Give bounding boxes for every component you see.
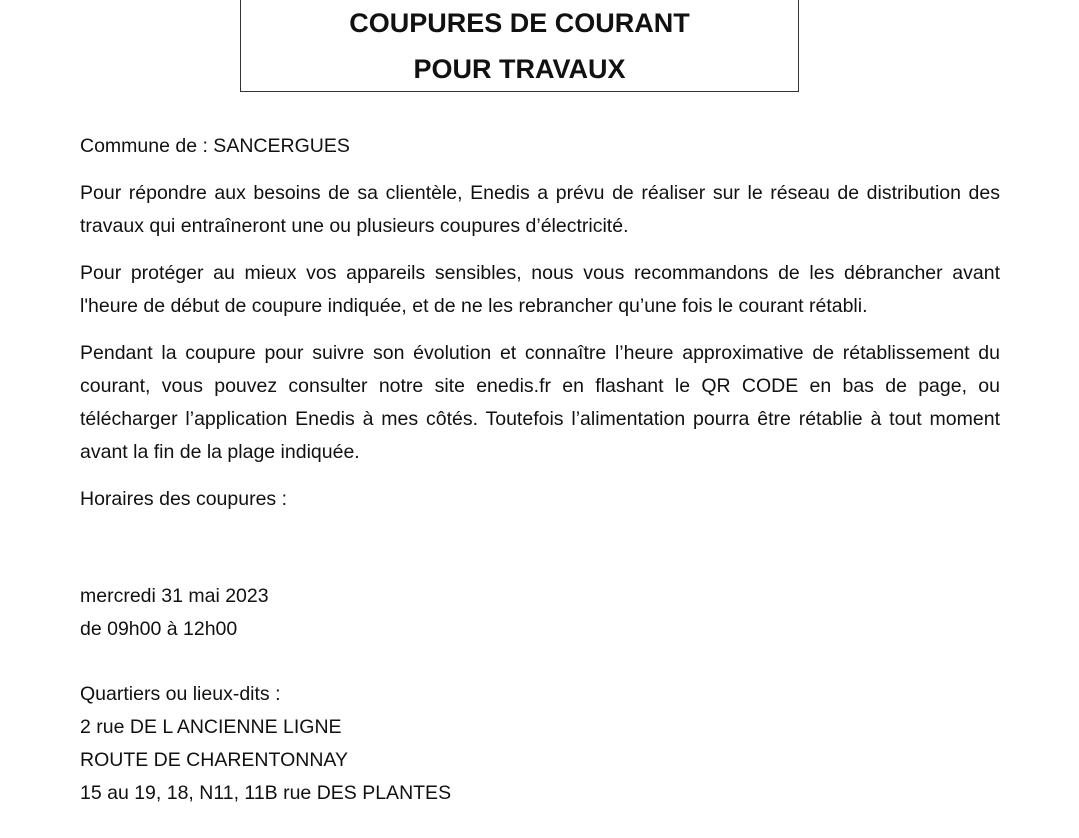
location-item: 15 au 19, 18, N11, 11B rue DES PLANTES bbox=[80, 782, 452, 804]
schedule-block bbox=[80, 580, 269, 646]
location-item: ROUTE DE CHARENTONNAY bbox=[80, 749, 348, 771]
schedule-label: Horaires des coupures : bbox=[80, 488, 288, 510]
commune-line: Commune de : SANCERGUES bbox=[80, 135, 350, 157]
paragraph-tracking: Pendant la coupure pour suivre son évolution et connaître l’heure approximative de rétablissement du courant, vous pouvez consulter notre site enedis.fr en flashant le QR CODE en bas de page, ou télécharger l’application Enedis à mes côtés. Toutefois l’alimentation pourra être rétablie à tout moment avant la fin de la plage indiquée. bbox=[80, 342, 1000, 463]
paragraph-devices: Pour protéger au mieux vos appareils sensibles, nous vous recommandons de les débrancher avant l'heure de début de coupure indiquée, et de ne les rebrancher qu’une fois le courant rétabli. bbox=[80, 262, 1000, 317]
locations-block bbox=[80, 678, 451, 810]
location-item: 2 rue DE L ANCIENNE LIGNE bbox=[80, 716, 342, 738]
document-body bbox=[80, 130, 1000, 530]
paragraph-works: Pour répondre aux besoins de sa clientèle, Enedis a prévu de réaliser sur le réseau de distribution des travaux qui entraîneront une ou plusieurs coupures d’électricité. bbox=[80, 182, 1000, 237]
locations-label: Quartiers ou lieux-dits : bbox=[80, 683, 281, 705]
title-box bbox=[240, 0, 799, 92]
title-line-1: COUPURES DE COURANT bbox=[349, 8, 690, 38]
title-line-2: POUR TRAVAUX bbox=[413, 54, 626, 84]
schedule-date: mercredi 31 mai 2023 bbox=[80, 585, 269, 607]
title-separator bbox=[241, 44, 798, 45]
schedule-time: de 09h00 à 12h00 bbox=[80, 618, 238, 640]
